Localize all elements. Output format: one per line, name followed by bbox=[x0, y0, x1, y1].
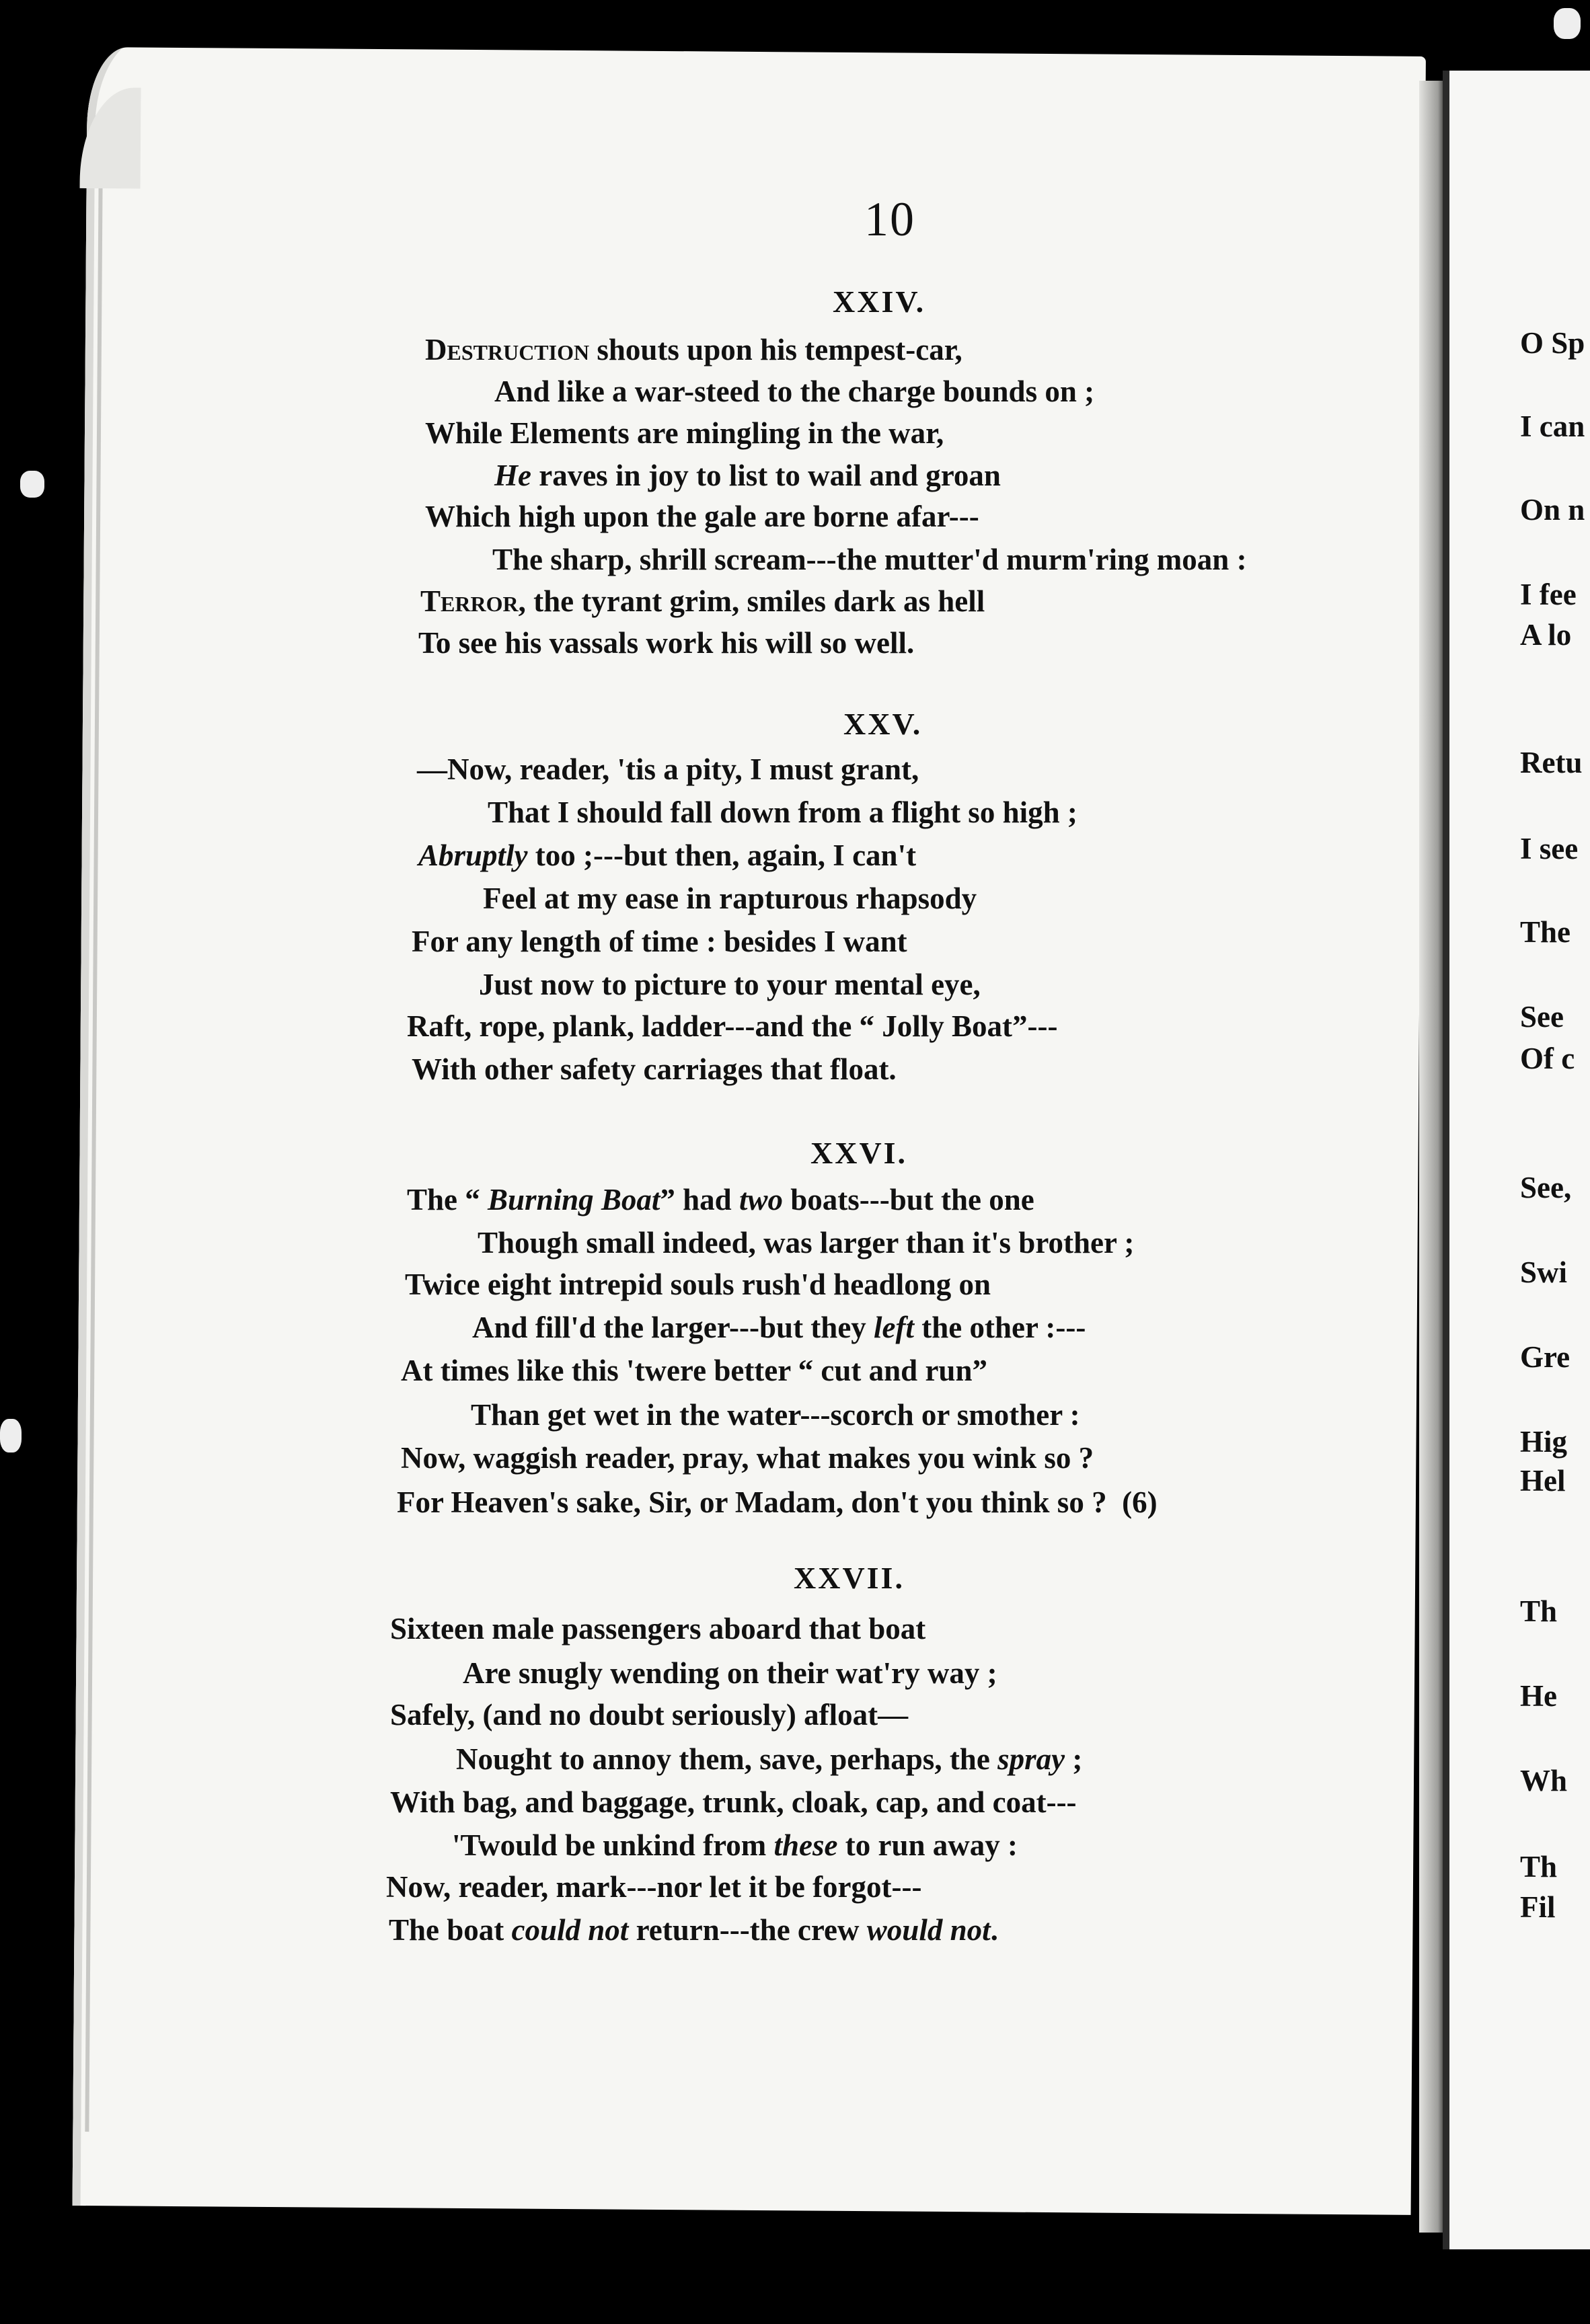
verse-line: For any length of time : besides I want bbox=[412, 925, 907, 958]
verse-line: And fill'd the larger---but they left the other :--- bbox=[472, 1311, 1086, 1344]
verse-line: At times like this 'twere better “ cut and run” bbox=[401, 1354, 987, 1387]
verse-line: Nought to annoy them, save, perhaps, the spray ; bbox=[456, 1742, 1083, 1776]
scan-speck bbox=[20, 471, 44, 498]
verse-line: Just now to picture to your mental eye, bbox=[479, 968, 981, 1001]
scan-speck bbox=[0, 1419, 22, 1452]
verse-line: Now, reader, mark---nor let it be forgot--- bbox=[386, 1870, 922, 1904]
stanza-numeral: XXVI. bbox=[810, 1136, 908, 1170]
verse-line: Though small indeed, was larger than it's brother ; bbox=[478, 1226, 1135, 1260]
verse-line: Now, waggish reader, pray, what makes you wink so ? bbox=[401, 1441, 1094, 1475]
facing-page-fragment: I fee bbox=[1520, 578, 1577, 611]
verse-line: That I should fall down from a flight so high ; bbox=[488, 796, 1077, 829]
verse-line: Than get wet in the water---scorch or smother : bbox=[471, 1398, 1080, 1432]
verse-line: Are snugly wending on their wat'ry way ; bbox=[463, 1656, 997, 1690]
verse-line: And like a war-steed to the charge bounds on ; bbox=[494, 375, 1095, 408]
facing-page-fragment: O Sp bbox=[1520, 326, 1585, 360]
verse-line: To see his vassals work his will so well. bbox=[418, 626, 915, 660]
stanza-numeral: XXVII. bbox=[794, 1561, 905, 1595]
verse-line: Which high upon the gale are borne afar--- bbox=[425, 500, 979, 533]
facing-page-fragment: On n bbox=[1520, 493, 1585, 527]
facing-page-fragment: Retu bbox=[1520, 746, 1583, 779]
stanza-numeral: XXIV. bbox=[833, 284, 926, 319]
facing-page-fragment: He bbox=[1520, 1679, 1557, 1713]
verse-line: Twice eight intrepid souls rush'd headlong on bbox=[405, 1268, 991, 1301]
verse-line: The “ Burning Boat” had two boats---but the one bbox=[407, 1183, 1034, 1216]
facing-page-fragment: Th bbox=[1520, 1594, 1558, 1628]
facing-page-fragment: Of c bbox=[1520, 1042, 1575, 1075]
book-gutter bbox=[1419, 81, 1446, 2233]
verse-line: For Heaven's sake, Sir, or Madam, don't you think so ? (6) bbox=[397, 1485, 1158, 1519]
verse-line: 'Twould be unkind from these to run away : bbox=[452, 1828, 1018, 1862]
facing-page-fragment: I see bbox=[1520, 832, 1579, 865]
verse-line: The boat could not return---the crew would not. bbox=[389, 1913, 998, 1947]
stanza-numeral: XXV. bbox=[843, 707, 923, 741]
verse-line: Sixteen male passengers aboard that boat bbox=[390, 1612, 926, 1645]
facing-page-fragment: See bbox=[1520, 1000, 1564, 1034]
verse-line: With other safety carriages that float. bbox=[412, 1052, 897, 1086]
scan-speck bbox=[1554, 8, 1581, 39]
verse-line: With bag, and baggage, trunk, cloak, cap, and coat--- bbox=[390, 1785, 1077, 1819]
facing-page-fragment: Gre bbox=[1520, 1340, 1570, 1374]
verse-line: Destruction shouts upon his tempest-car, bbox=[425, 333, 962, 366]
facing-page-fragment: Swi bbox=[1520, 1255, 1568, 1289]
facing-page-fragment: A lo bbox=[1520, 618, 1572, 652]
facing-page-fragment: Fil bbox=[1520, 1890, 1556, 1924]
facing-page-fragment: I can bbox=[1520, 410, 1585, 443]
verse-line: The sharp, shrill scream---the mutter'd murm'ring moan : bbox=[492, 543, 1247, 576]
facing-page-fragment: Wh bbox=[1520, 1764, 1568, 1797]
verse-line: He raves in joy to list to wail and groan bbox=[494, 459, 1001, 492]
page-number: 10 bbox=[864, 192, 915, 246]
verse-line: Raft, rope, plank, ladder---and the “ Jolly Boat”--- bbox=[407, 1009, 1058, 1043]
verse-line: Abruptly too ;---but then, again, I can't bbox=[418, 839, 917, 872]
right-page-edge bbox=[1443, 71, 1590, 2249]
facing-page-fragment: See, bbox=[1520, 1171, 1572, 1204]
verse-line: While Elements are mingling in the war, bbox=[425, 416, 944, 450]
facing-page-fragment: Th bbox=[1520, 1850, 1558, 1884]
verse-line: —Now, reader, 'tis a pity, I must grant, bbox=[417, 752, 919, 786]
facing-page-fragment: The bbox=[1520, 915, 1571, 949]
facing-page-fragment: Hel bbox=[1520, 1464, 1566, 1498]
verse-line: Terror, the tyrant grim, smiles dark as hell bbox=[420, 584, 985, 618]
verse-line: Feel at my ease in rapturous rhapsody bbox=[483, 882, 977, 915]
footnote-ref: (6) bbox=[1122, 1485, 1158, 1519]
facing-page-fragment: Hig bbox=[1520, 1425, 1568, 1459]
verse-line: Safely, (and no doubt seriously) afloat— bbox=[390, 1698, 909, 1732]
